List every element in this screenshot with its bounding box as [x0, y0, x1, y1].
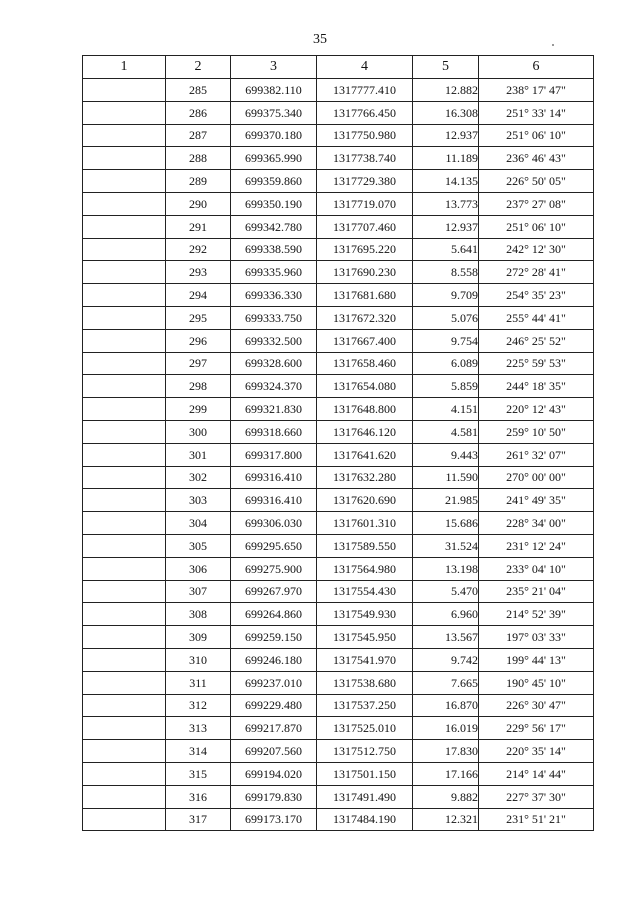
x-coordinate-cell: 699267.970 — [231, 580, 317, 603]
point-number-cell: 305 — [166, 534, 231, 557]
bearing-cell: 270° 00' 00" — [479, 466, 594, 489]
region-cell — [83, 352, 166, 375]
bearing-cell: 220° 35' 14" — [479, 740, 594, 763]
column-header-4: 4 — [317, 56, 413, 79]
distance-cell: 31.524 — [413, 534, 479, 557]
x-coordinate-cell: 699306.030 — [231, 512, 317, 535]
point-number-cell: 288 — [166, 147, 231, 170]
x-coordinate-cell: 699333.750 — [231, 306, 317, 329]
region-cell — [83, 466, 166, 489]
point-number-cell: 309 — [166, 626, 231, 649]
distance-cell: 14.135 — [413, 170, 479, 193]
bearing-cell: 246° 25' 52" — [479, 329, 594, 352]
bearing-cell: 261° 32' 07" — [479, 443, 594, 466]
y-coordinate-cell: 1317554.430 — [317, 580, 413, 603]
table-row — [83, 238, 594, 261]
scan-speck — [552, 44, 554, 46]
y-coordinate-cell: 1317672.320 — [317, 306, 413, 329]
region-cell — [83, 671, 166, 694]
point-number-cell: 301 — [166, 443, 231, 466]
region-cell — [83, 626, 166, 649]
x-coordinate-cell: 699237.010 — [231, 671, 317, 694]
region-cell — [83, 215, 166, 238]
point-number-cell: 314 — [166, 740, 231, 763]
x-coordinate-cell: 699229.480 — [231, 694, 317, 717]
point-number-cell: 315 — [166, 762, 231, 785]
table-row — [83, 420, 594, 443]
x-coordinate-cell: 699275.900 — [231, 557, 317, 580]
region-cell — [83, 603, 166, 626]
x-coordinate-cell: 699321.830 — [231, 398, 317, 421]
distance-cell: 11.590 — [413, 466, 479, 489]
y-coordinate-cell: 1317484.190 — [317, 808, 413, 831]
y-coordinate-cell: 1317738.740 — [317, 147, 413, 170]
table-row — [83, 512, 594, 535]
table-row — [83, 785, 594, 808]
distance-cell: 16.870 — [413, 694, 479, 717]
region-cell — [83, 648, 166, 671]
point-number-cell: 312 — [166, 694, 231, 717]
region-cell — [83, 79, 166, 102]
y-coordinate-cell: 1317681.680 — [317, 284, 413, 307]
bearing-cell: 227° 37' 30" — [479, 785, 594, 808]
bearing-cell: 228° 34' 00" — [479, 512, 594, 535]
distance-cell: 16.308 — [413, 101, 479, 124]
bearing-cell: 214° 52' 39" — [479, 603, 594, 626]
x-coordinate-cell: 699207.560 — [231, 740, 317, 763]
table-row — [83, 306, 594, 329]
y-coordinate-cell: 1317641.620 — [317, 443, 413, 466]
region-cell — [83, 124, 166, 147]
table-row — [83, 124, 594, 147]
region-cell — [83, 717, 166, 740]
x-coordinate-cell: 699317.800 — [231, 443, 317, 466]
column-header-5: 5 — [413, 56, 479, 79]
distance-cell: 4.151 — [413, 398, 479, 421]
y-coordinate-cell: 1317766.450 — [317, 101, 413, 124]
point-number-cell: 285 — [166, 79, 231, 102]
x-coordinate-cell: 699318.660 — [231, 420, 317, 443]
table-row — [83, 626, 594, 649]
y-coordinate-cell: 1317564.980 — [317, 557, 413, 580]
table-row — [83, 215, 594, 238]
table-row — [83, 648, 594, 671]
region-cell — [83, 534, 166, 557]
column-header-6: 6 — [479, 56, 594, 79]
table-row — [83, 261, 594, 284]
region-cell — [83, 808, 166, 831]
table-row — [83, 694, 594, 717]
point-number-cell: 302 — [166, 466, 231, 489]
table-row — [83, 808, 594, 831]
table-row — [83, 580, 594, 603]
distance-cell: 13.773 — [413, 192, 479, 215]
region-cell — [83, 238, 166, 261]
coordinates-table — [82, 55, 594, 831]
region-cell — [83, 740, 166, 763]
table-row — [83, 603, 594, 626]
y-coordinate-cell: 1317541.970 — [317, 648, 413, 671]
bearing-cell: 238° 17' 47" — [479, 79, 594, 102]
distance-cell: 5.641 — [413, 238, 479, 261]
table-row — [83, 466, 594, 489]
y-coordinate-cell: 1317620.690 — [317, 489, 413, 512]
bearing-cell: 214° 14' 44" — [479, 762, 594, 785]
distance-cell: 12.882 — [413, 79, 479, 102]
distance-cell: 15.686 — [413, 512, 479, 535]
distance-cell: 9.754 — [413, 329, 479, 352]
region-cell — [83, 489, 166, 512]
x-coordinate-cell: 699246.180 — [231, 648, 317, 671]
x-coordinate-cell: 699335.960 — [231, 261, 317, 284]
distance-cell: 6.960 — [413, 603, 479, 626]
bearing-cell: 235° 21' 04" — [479, 580, 594, 603]
point-number-cell: 317 — [166, 808, 231, 831]
y-coordinate-cell: 1317654.080 — [317, 375, 413, 398]
bearing-cell: 237° 27' 08" — [479, 192, 594, 215]
table-row — [83, 192, 594, 215]
y-coordinate-cell: 1317545.950 — [317, 626, 413, 649]
region-cell — [83, 443, 166, 466]
y-coordinate-cell: 1317667.400 — [317, 329, 413, 352]
table-body — [83, 79, 594, 831]
y-coordinate-cell: 1317512.750 — [317, 740, 413, 763]
point-number-cell: 299 — [166, 398, 231, 421]
y-coordinate-cell: 1317589.550 — [317, 534, 413, 557]
distance-cell: 9.882 — [413, 785, 479, 808]
point-number-cell: 306 — [166, 557, 231, 580]
region-cell — [83, 329, 166, 352]
point-number-cell: 304 — [166, 512, 231, 535]
x-coordinate-cell: 699332.500 — [231, 329, 317, 352]
y-coordinate-cell: 1317549.930 — [317, 603, 413, 626]
table-row — [83, 101, 594, 124]
distance-cell: 17.166 — [413, 762, 479, 785]
point-number-cell: 313 — [166, 717, 231, 740]
page-number: 35 — [313, 32, 327, 47]
point-number-cell: 289 — [166, 170, 231, 193]
region-cell — [83, 192, 166, 215]
y-coordinate-cell: 1317750.980 — [317, 124, 413, 147]
bearing-cell: 236° 46' 43" — [479, 147, 594, 170]
region-cell — [83, 147, 166, 170]
bearing-cell: 197° 03' 33" — [479, 626, 594, 649]
region-cell — [83, 785, 166, 808]
y-coordinate-cell: 1317601.310 — [317, 512, 413, 535]
point-number-cell: 310 — [166, 648, 231, 671]
distance-cell: 17.830 — [413, 740, 479, 763]
x-coordinate-cell: 699173.170 — [231, 808, 317, 831]
distance-cell: 9.443 — [413, 443, 479, 466]
distance-cell: 5.859 — [413, 375, 479, 398]
region-cell — [83, 170, 166, 193]
distance-cell: 21.985 — [413, 489, 479, 512]
bearing-cell: 226° 50' 05" — [479, 170, 594, 193]
y-coordinate-cell: 1317707.460 — [317, 215, 413, 238]
x-coordinate-cell: 699295.650 — [231, 534, 317, 557]
point-number-cell: 293 — [166, 261, 231, 284]
y-coordinate-cell: 1317658.460 — [317, 352, 413, 375]
region-cell — [83, 557, 166, 580]
distance-cell: 7.665 — [413, 671, 479, 694]
region-cell — [83, 694, 166, 717]
x-coordinate-cell: 699316.410 — [231, 489, 317, 512]
distance-cell: 9.742 — [413, 648, 479, 671]
y-coordinate-cell: 1317646.120 — [317, 420, 413, 443]
point-number-cell: 292 — [166, 238, 231, 261]
bearing-cell: 272° 28' 41" — [479, 261, 594, 284]
distance-cell: 5.076 — [413, 306, 479, 329]
y-coordinate-cell: 1317491.490 — [317, 785, 413, 808]
point-number-cell: 291 — [166, 215, 231, 238]
region-cell — [83, 375, 166, 398]
region-cell — [83, 101, 166, 124]
region-cell — [83, 512, 166, 535]
x-coordinate-cell: 699264.860 — [231, 603, 317, 626]
column-header-1: 1 — [83, 56, 166, 79]
bearing-cell: 242° 12' 30" — [479, 238, 594, 261]
x-coordinate-cell: 699336.330 — [231, 284, 317, 307]
table-row — [83, 284, 594, 307]
point-number-cell: 286 — [166, 101, 231, 124]
distance-cell: 13.198 — [413, 557, 479, 580]
distance-cell: 4.581 — [413, 420, 479, 443]
y-coordinate-cell: 1317719.070 — [317, 192, 413, 215]
y-coordinate-cell: 1317690.230 — [317, 261, 413, 284]
bearing-cell: 199° 44' 13" — [479, 648, 594, 671]
point-number-cell: 316 — [166, 785, 231, 808]
bearing-cell: 259° 10' 50" — [479, 420, 594, 443]
x-coordinate-cell: 699370.180 — [231, 124, 317, 147]
table-row — [83, 671, 594, 694]
bearing-cell: 229° 56' 17" — [479, 717, 594, 740]
region-cell — [83, 306, 166, 329]
y-coordinate-cell: 1317695.220 — [317, 238, 413, 261]
point-number-cell: 303 — [166, 489, 231, 512]
x-coordinate-cell: 699350.190 — [231, 192, 317, 215]
x-coordinate-cell: 699382.110 — [231, 79, 317, 102]
header-row — [83, 56, 594, 79]
distance-cell: 12.937 — [413, 215, 479, 238]
point-number-cell: 307 — [166, 580, 231, 603]
distance-cell: 16.019 — [413, 717, 479, 740]
y-coordinate-cell: 1317729.380 — [317, 170, 413, 193]
bearing-cell: 244° 18' 35" — [479, 375, 594, 398]
point-number-cell: 298 — [166, 375, 231, 398]
x-coordinate-cell: 699342.780 — [231, 215, 317, 238]
y-coordinate-cell: 1317501.150 — [317, 762, 413, 785]
x-coordinate-cell: 699375.340 — [231, 101, 317, 124]
y-coordinate-cell: 1317538.680 — [317, 671, 413, 694]
region-cell — [83, 398, 166, 421]
distance-cell: 5.470 — [413, 580, 479, 603]
distance-cell: 8.558 — [413, 261, 479, 284]
point-number-cell: 287 — [166, 124, 231, 147]
point-number-cell: 311 — [166, 671, 231, 694]
y-coordinate-cell: 1317537.250 — [317, 694, 413, 717]
table-row — [83, 740, 594, 763]
x-coordinate-cell: 699217.870 — [231, 717, 317, 740]
point-number-cell: 297 — [166, 352, 231, 375]
table-row — [83, 147, 594, 170]
table-row — [83, 443, 594, 466]
bearing-cell: 251° 06' 10" — [479, 124, 594, 147]
x-coordinate-cell: 699194.020 — [231, 762, 317, 785]
table-row — [83, 717, 594, 740]
x-coordinate-cell: 699179.830 — [231, 785, 317, 808]
y-coordinate-cell: 1317632.280 — [317, 466, 413, 489]
point-number-cell: 295 — [166, 306, 231, 329]
bearing-cell: 225° 59' 53" — [479, 352, 594, 375]
table-row — [83, 534, 594, 557]
bearing-cell: 254° 35' 23" — [479, 284, 594, 307]
column-header-2: 2 — [166, 56, 231, 79]
point-number-cell: 290 — [166, 192, 231, 215]
table-row — [83, 170, 594, 193]
table-row — [83, 762, 594, 785]
region-cell — [83, 420, 166, 443]
bearing-cell: 255° 44' 41" — [479, 306, 594, 329]
point-number-cell: 300 — [166, 420, 231, 443]
table-row — [83, 398, 594, 421]
x-coordinate-cell: 699365.990 — [231, 147, 317, 170]
distance-cell: 9.709 — [413, 284, 479, 307]
region-cell — [83, 284, 166, 307]
table-row — [83, 329, 594, 352]
table-row — [83, 352, 594, 375]
y-coordinate-cell: 1317525.010 — [317, 717, 413, 740]
bearing-cell: 220° 12' 43" — [479, 398, 594, 421]
region-cell — [83, 261, 166, 284]
x-coordinate-cell: 699359.860 — [231, 170, 317, 193]
distance-cell: 6.089 — [413, 352, 479, 375]
bearing-cell: 231° 51' 21" — [479, 808, 594, 831]
bearing-cell: 190° 45' 10" — [479, 671, 594, 694]
x-coordinate-cell: 699324.370 — [231, 375, 317, 398]
distance-cell: 13.567 — [413, 626, 479, 649]
point-number-cell: 308 — [166, 603, 231, 626]
region-cell — [83, 762, 166, 785]
bearing-cell: 251° 06' 10" — [479, 215, 594, 238]
y-coordinate-cell: 1317777.410 — [317, 79, 413, 102]
table-row — [83, 489, 594, 512]
region-cell — [83, 580, 166, 603]
x-coordinate-cell: 699259.150 — [231, 626, 317, 649]
point-number-cell: 296 — [166, 329, 231, 352]
x-coordinate-cell: 699328.600 — [231, 352, 317, 375]
x-coordinate-cell: 699316.410 — [231, 466, 317, 489]
y-coordinate-cell: 1317648.800 — [317, 398, 413, 421]
table-row — [83, 79, 594, 102]
x-coordinate-cell: 699338.590 — [231, 238, 317, 261]
distance-cell: 12.937 — [413, 124, 479, 147]
bearing-cell: 226° 30' 47" — [479, 694, 594, 717]
distance-cell: 11.189 — [413, 147, 479, 170]
bearing-cell: 251° 33' 14" — [479, 101, 594, 124]
table-row — [83, 375, 594, 398]
distance-cell: 12.321 — [413, 808, 479, 831]
bearing-cell: 241° 49' 35" — [479, 489, 594, 512]
point-number-cell: 294 — [166, 284, 231, 307]
column-header-3: 3 — [231, 56, 317, 79]
bearing-cell: 233° 04' 10" — [479, 557, 594, 580]
bearing-cell: 231° 12' 24" — [479, 534, 594, 557]
table-row — [83, 557, 594, 580]
